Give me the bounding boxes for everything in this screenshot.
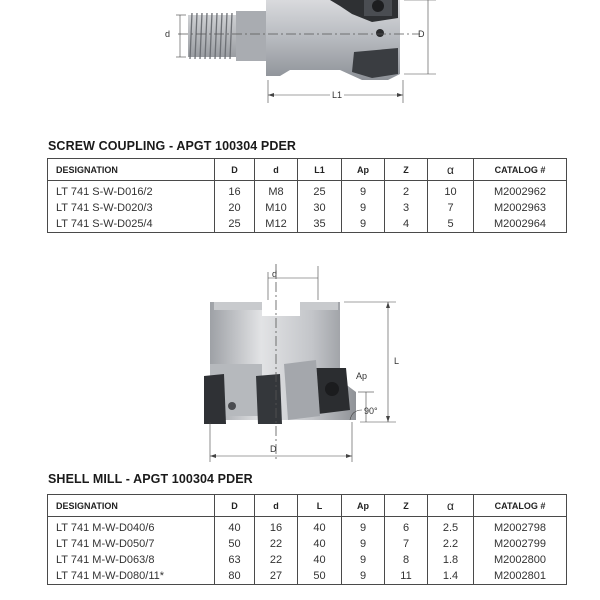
cell-alpha: 10 [428,181,474,201]
cell-alpha: 7 [428,200,474,216]
cell-D: 50 [215,536,255,552]
cell-D: 16 [215,181,255,201]
cell-designation: LT 741 M-W-D040/6 [48,517,215,537]
cell-Ap: 9 [342,216,385,233]
col-Z: Z [385,159,428,181]
cell-alpha: 1.4 [428,568,474,585]
col-L: L [298,495,342,517]
table-row [48,517,567,537]
table-row [48,181,567,201]
cell-designation: LT 741 S-W-D016/2 [48,181,215,201]
cell-d: 16 [255,517,298,537]
screw-coupling-table [47,158,567,233]
cell-alpha: 2.5 [428,517,474,537]
cell-L1: 25 [298,181,342,201]
cell-L: 40 [298,517,342,537]
col-D: D [215,159,255,181]
col-d: d [255,159,298,181]
cell-Z: 3 [385,200,428,216]
col-designation: DESIGNATION [48,159,215,181]
cell-Z: 7 [385,536,428,552]
cell-Z: 4 [385,216,428,233]
dim-angle-label: 90° [364,406,378,416]
dim-Ap-label: Ap [356,371,368,381]
cell-Ap: 9 [342,536,385,552]
thread-shank [188,13,236,59]
cell-D: 80 [215,568,255,585]
table-row [48,536,567,552]
table-row [48,552,567,568]
insert-screw [325,382,339,396]
screw-coupling-title: SCREW COUPLING - APGT 100304 PDER [48,139,297,153]
cell-designation: LT 741 S-W-D025/4 [48,216,215,233]
cell-d: M12 [255,216,298,233]
shell-mill-title: SHELL MILL - APGT 100304 PDER [48,472,253,486]
dim-L-label: L [394,356,400,366]
dim-d-label: d [165,29,171,39]
col-catalog: CATALOG # [474,159,567,181]
cell-D: 20 [215,200,255,216]
cell-catalog: M2002962 [474,181,567,201]
cell-catalog: M2002801 [474,568,567,585]
cell-d: 22 [255,552,298,568]
cell-designation: LT 741 M-W-D050/7 [48,536,215,552]
cell-d: M10 [255,200,298,216]
cell-D: 25 [215,216,255,233]
cell-L1: 35 [298,216,342,233]
cell-d: M8 [255,181,298,201]
table-row [48,568,567,585]
cell-Z: 8 [385,552,428,568]
cell-D: 40 [215,517,255,537]
cell-Z: 11 [385,568,428,585]
shell-mill-table [47,494,567,585]
cell-L1: 30 [298,200,342,216]
cell-alpha: 1.8 [428,552,474,568]
col-alpha: α [428,495,474,517]
col-D: D [215,495,255,517]
cell-L: 50 [298,568,342,585]
col-Z: Z [385,495,428,517]
cell-catalog: M2002800 [474,552,567,568]
col-designation: DESIGNATION [48,495,215,517]
col-L1: L1 [298,159,342,181]
table-row [48,216,567,233]
col-Ap: Ap [342,159,385,181]
cell-designation: LT 741 S-W-D020/3 [48,200,215,216]
cell-catalog: M2002799 [474,536,567,552]
dim-D-label: D [418,29,425,39]
table-header-row [48,495,567,517]
cell-D: 63 [215,552,255,568]
cell-designation: LT 741 M-W-D063/8 [48,552,215,568]
cell-d: 22 [255,536,298,552]
cell-catalog: M2002963 [474,200,567,216]
screw-coupling-drawing [0,0,600,108]
col-d: d [255,495,298,517]
table-header-row [48,159,567,181]
insert-left [204,374,226,424]
dim-d-label: d [272,269,278,279]
cell-catalog: M2002798 [474,517,567,537]
cell-Ap: 9 [342,517,385,537]
neck [236,11,266,61]
cell-Z: 2 [385,181,428,201]
col-alpha: α [428,159,474,181]
insert [352,48,398,78]
insert-screw [372,0,384,12]
shell-mill-drawing [0,264,600,464]
insert-center [256,374,282,424]
cell-Ap: 9 [342,200,385,216]
col-catalog: CATALOG # [474,495,567,517]
cell-catalog: M2002964 [474,216,567,233]
cell-d: 27 [255,568,298,585]
cell-Ap: 9 [342,181,385,201]
cell-alpha: 5 [428,216,474,233]
cell-Ap: 9 [342,552,385,568]
col-Ap: Ap [342,495,385,517]
cell-alpha: 2.2 [428,536,474,552]
cell-L: 40 [298,552,342,568]
cell-Z: 6 [385,517,428,537]
cell-Ap: 9 [342,568,385,585]
table-row [48,200,567,216]
dim-D-label: D [270,444,277,454]
cell-L: 40 [298,536,342,552]
dim-L1-label: L1 [332,90,343,100]
cell-designation: LT 741 M-W-D080/11* [48,568,215,585]
